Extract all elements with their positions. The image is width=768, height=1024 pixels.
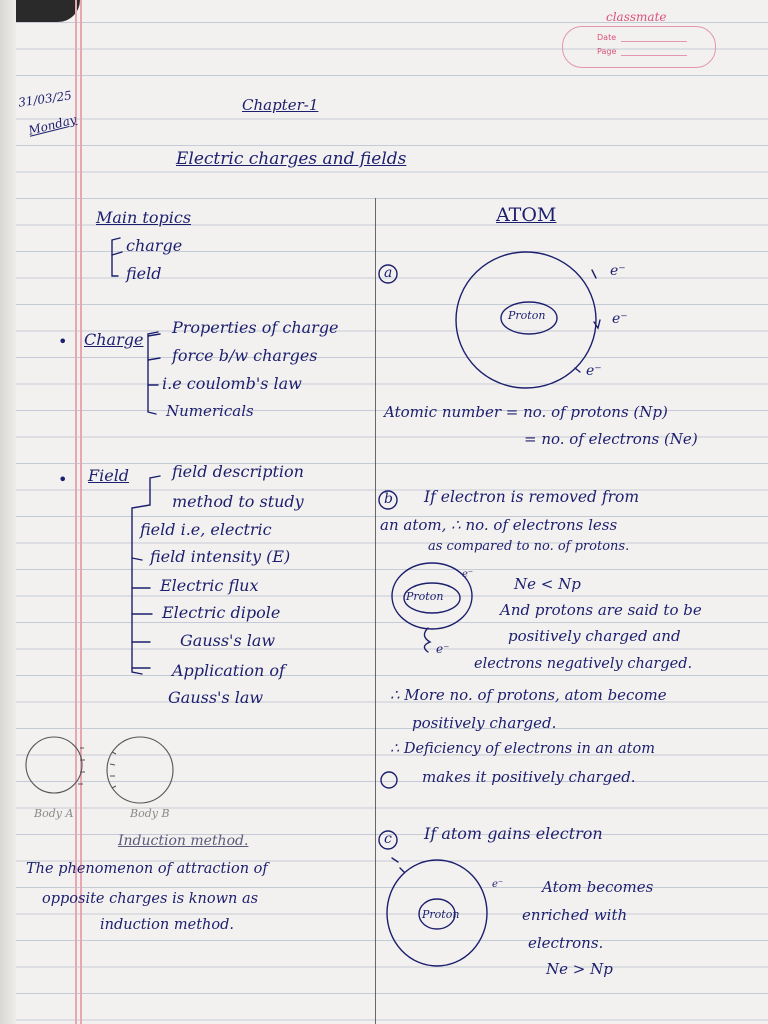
- field-item: Electric dipole: [162, 603, 281, 622]
- charge-brace: [148, 332, 158, 414]
- date-text: 31/03/25: [17, 88, 73, 110]
- topic-bracket-tick: [112, 252, 122, 255]
- atom-heading: ATOM: [496, 204, 557, 226]
- label-c: c: [384, 831, 392, 847]
- c-relation: Ne > Np: [546, 960, 613, 978]
- induction-text-line: induction method.: [100, 917, 234, 933]
- atomic-number-line: Atomic number = no. of protons (Np): [384, 403, 668, 421]
- field-item: field intensity (E): [150, 547, 291, 566]
- b-text2-line: electrons negatively charged.: [474, 656, 693, 672]
- label-b-circle: [379, 491, 397, 509]
- day-text: Monday: [27, 112, 78, 138]
- b-relation: Ne < Np: [514, 575, 581, 593]
- b-text2-line: And protons are said to be: [500, 601, 702, 619]
- field-label: Field: [88, 466, 130, 485]
- main-topic-item: charge: [126, 236, 183, 255]
- brand-logo-text: classmate: [606, 10, 667, 24]
- bullet-dot: •: [58, 332, 68, 351]
- field-item: Electric flux: [160, 576, 259, 595]
- induction-text-line: opposite charges is known as: [42, 891, 259, 907]
- body-a-circle: [26, 737, 82, 793]
- charge-item: Properties of charge: [172, 318, 339, 337]
- main-topics-heading: Main topics: [96, 208, 192, 227]
- b-text-line: an atom, ∴ no. of electrons less: [380, 516, 618, 534]
- c-result-line: electrons.: [528, 934, 604, 952]
- incoming-electrons: [392, 858, 404, 872]
- b-text2-line: positively charged and: [508, 627, 681, 645]
- field-item: Application of: [172, 661, 285, 680]
- charge-brace-ticks: [148, 334, 160, 385]
- conclusion-line: makes it positively charged.: [422, 768, 636, 786]
- ion-nucleus: [404, 583, 460, 613]
- c-text: If atom gains electron: [424, 824, 603, 843]
- anion-outer-orbit: [387, 860, 487, 966]
- atomic-number-line: = no. of electrons (Ne): [524, 430, 698, 448]
- label-b: b: [384, 491, 393, 507]
- electron-label: e⁻: [462, 569, 474, 580]
- field-item: Gauss's law: [180, 631, 276, 650]
- proton-label: Proton: [406, 590, 444, 603]
- body-b-label: Body B: [130, 807, 170, 820]
- field-item: Gauss's law: [168, 688, 264, 707]
- field-brace: [132, 476, 160, 674]
- c-result-line: enriched with: [522, 906, 628, 924]
- electron-label: e⁻: [436, 642, 450, 656]
- charge-item: Numericals: [166, 402, 254, 420]
- field-item: method to study: [172, 492, 304, 511]
- electron-label: e⁻: [610, 263, 626, 279]
- proton-label: Proton: [508, 309, 546, 322]
- body-a-label: Body A: [34, 807, 74, 820]
- field-item: field description: [172, 462, 304, 481]
- conclusion-line: ∴ Deficiency of electrons in an atom: [390, 741, 655, 757]
- electron-label: e⁻: [612, 311, 628, 327]
- field-brace-ticks: [132, 558, 152, 668]
- label-a-circle: [379, 265, 397, 283]
- b-text-line: as compared to no. of protons.: [428, 539, 630, 554]
- body-b-charges: [110, 752, 116, 788]
- label-circle: [381, 772, 397, 788]
- topic-bracket: [112, 238, 120, 276]
- charge-item: i.e coulomb's law: [162, 374, 302, 393]
- proton-label: Proton: [422, 908, 460, 921]
- conclusion-line: positively charged.: [412, 714, 557, 732]
- body-b-circle: [107, 737, 173, 803]
- charge-item: force b/w charges: [172, 346, 318, 365]
- date-label: Date: [597, 33, 617, 42]
- atom-nucleus: [501, 302, 557, 334]
- anion-nucleus: [419, 899, 455, 929]
- field-item: field i.e, electric: [140, 520, 272, 539]
- chapter-title: Chapter-1: [242, 96, 319, 114]
- c-result-line: Atom becomes: [542, 878, 654, 896]
- induction-heading: Induction method.: [118, 833, 249, 849]
- charge-label: Charge: [84, 330, 144, 349]
- label-a: a: [384, 265, 393, 281]
- b-text-line: If electron is removed from: [424, 488, 640, 506]
- conclusion-line: ∴ More no. of protons, atom become: [390, 686, 667, 704]
- page-label: Page: [597, 47, 617, 56]
- electron-label: e⁻: [586, 363, 602, 379]
- removed-electron-path: [424, 628, 430, 652]
- subject-title: Electric charges and fields: [176, 149, 407, 169]
- label-c-circle: [379, 831, 397, 849]
- induction-text-line: The phenomenon of attraction of: [26, 861, 268, 877]
- main-topic-item: field: [126, 264, 162, 283]
- bullet-dot: •: [58, 470, 68, 489]
- electron-label: e⁻: [492, 879, 504, 890]
